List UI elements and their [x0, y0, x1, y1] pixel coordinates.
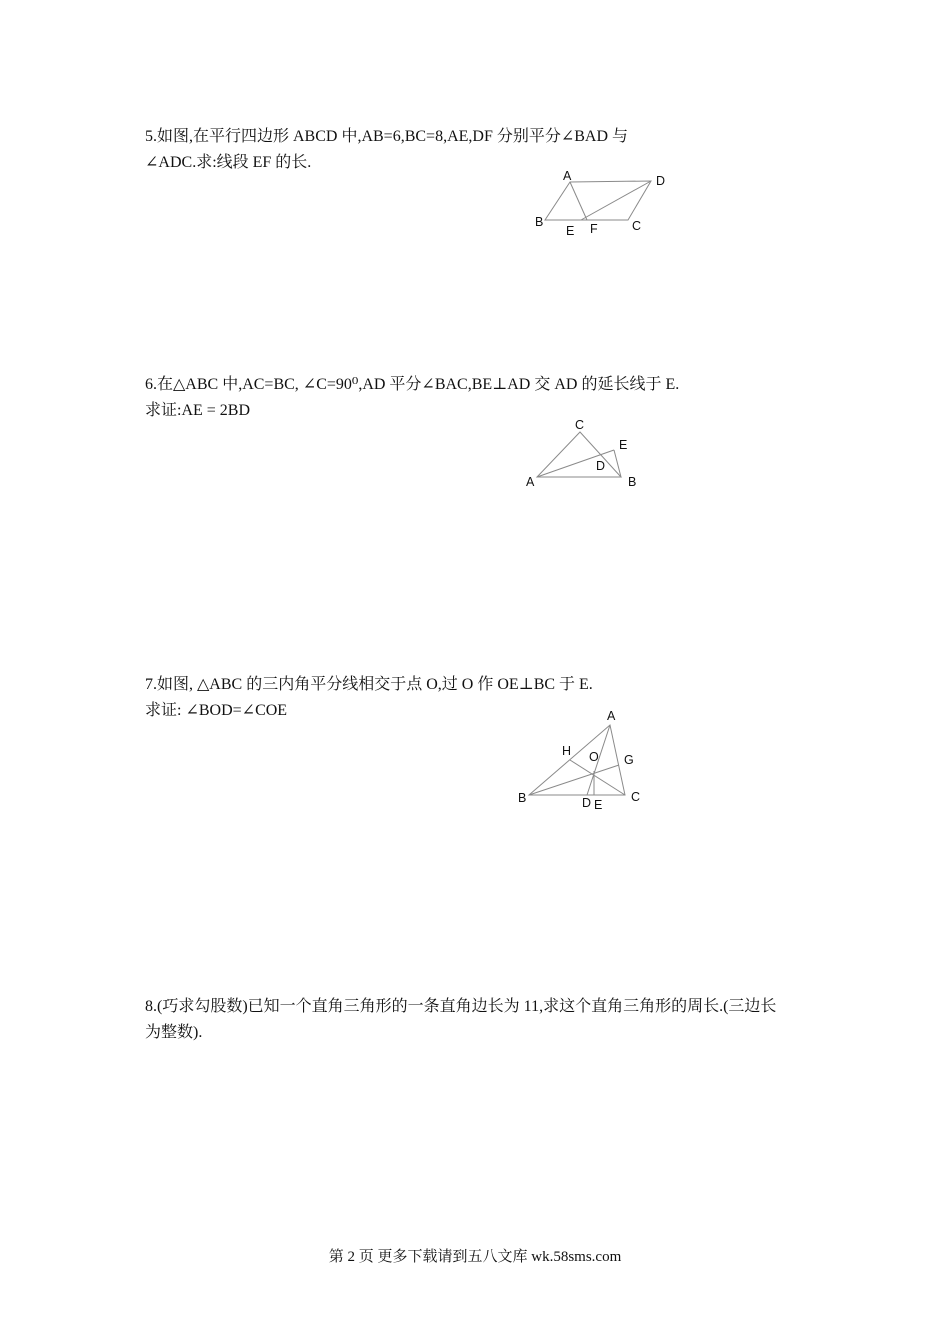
problem-6-figure	[520, 412, 650, 494]
label-h: H	[562, 744, 572, 758]
problem-7-line-1: 7.如图, △ABC 的三内角平分线相交于点 O,过 O 作 OE⊥BC 于 E.	[145, 676, 593, 693]
page-footer: 第 2 页 更多下载请到五八文库 wk.58sms.com	[328, 1249, 622, 1265]
label-d: D	[596, 459, 606, 473]
label-a: A	[563, 169, 572, 183]
parallelogram-abcd	[545, 181, 651, 220]
label-c: C	[632, 219, 642, 233]
problem-7-line-2: 求证: ∠BOD=∠COE	[145, 702, 288, 719]
problem-6	[145, 372, 825, 424]
problem-8-line-1: 8.(巧求勾股数)已知一个直角三角形的一条直角边长为 11,求这个直角三角形的周长.(三边长	[145, 998, 777, 1015]
label-b: B	[535, 215, 544, 229]
label-e: E	[594, 798, 603, 812]
label-o: O	[589, 750, 599, 764]
bisector-from-b	[529, 765, 619, 795]
problem-8	[145, 994, 825, 1046]
problem-6-line-2: 求证:AE = 2BD	[145, 402, 251, 419]
label-b: B	[518, 791, 527, 805]
problem-5-line-1: 5.如图,在平行四边形 ABCD 中,AB=6,BC=8,AE,DF 分别平分∠BAD 与	[145, 128, 629, 145]
label-e: E	[619, 438, 628, 452]
problem-6-line-1: 6.在△ABC 中,AC=BC, ∠C=90⁰,AD 平分∠BAC,BE⊥AD 交 AD 的延长线于 E.	[145, 376, 680, 393]
triangle-abc	[537, 432, 621, 477]
problem-5-figure	[525, 162, 675, 242]
label-d: D	[582, 796, 592, 810]
problem-7-figure	[510, 705, 650, 815]
label-c: C	[631, 790, 641, 804]
label-c: C	[575, 418, 585, 432]
problem-8-line-2: 为整数).	[145, 1024, 203, 1041]
problem-5-line-2: ∠ADC.求:线段 EF 的长.	[145, 154, 312, 171]
segment-ae	[570, 182, 587, 220]
problem-5	[145, 124, 825, 176]
triangle-abc	[529, 725, 625, 795]
label-g: G	[624, 753, 634, 767]
label-a: A	[526, 475, 535, 489]
label-a: A	[607, 709, 616, 723]
problem-7	[145, 672, 825, 724]
label-e: E	[566, 224, 575, 238]
label-f: F	[590, 222, 598, 236]
label-b: B	[628, 475, 637, 489]
label-d: D	[656, 174, 666, 188]
segment-df	[581, 181, 651, 220]
